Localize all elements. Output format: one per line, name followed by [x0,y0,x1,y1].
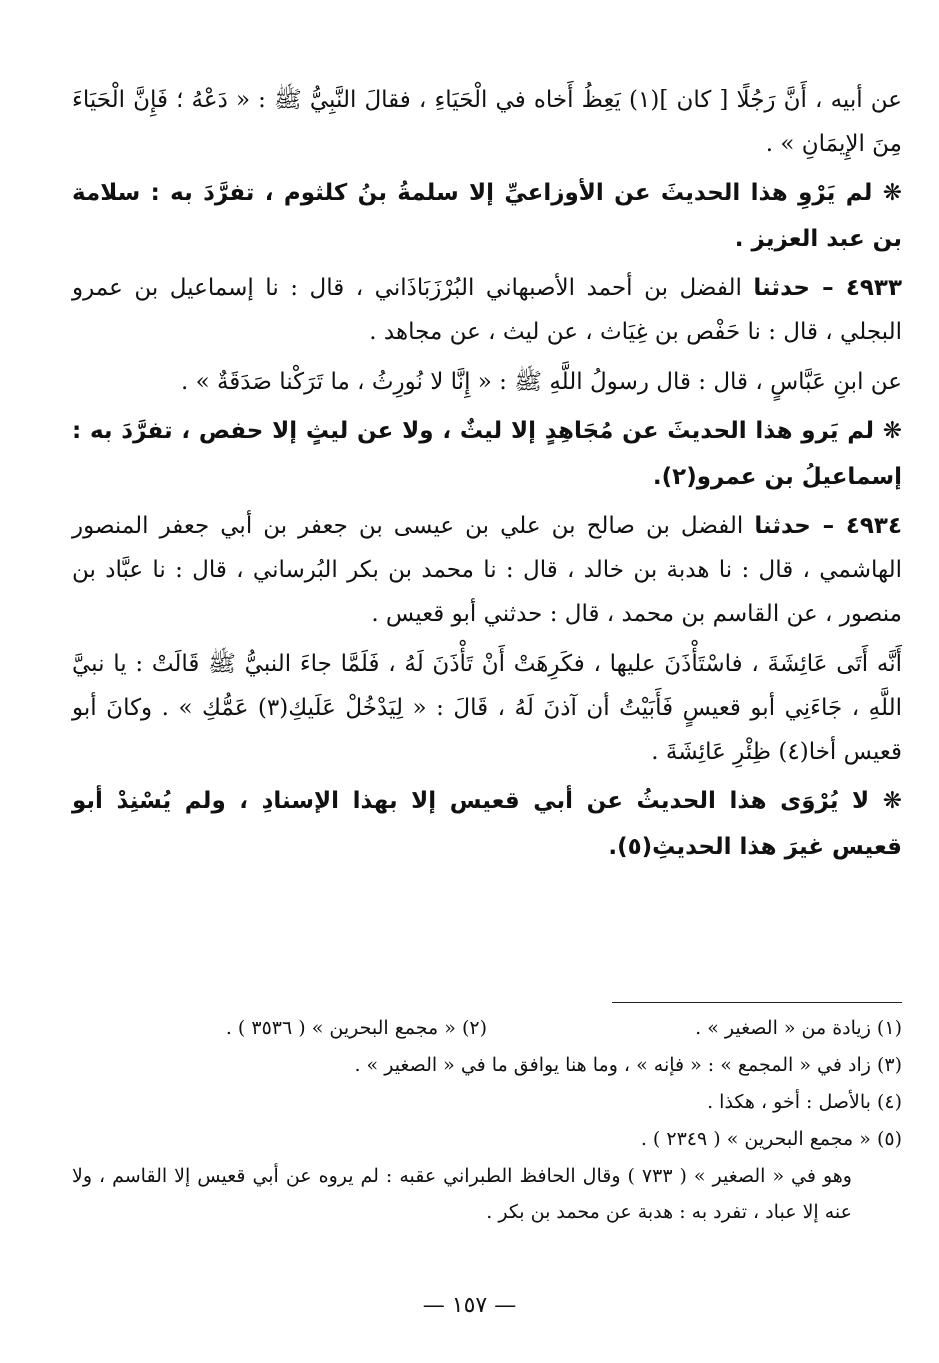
editorial-note: ❋ لا يُرْوَى هذا الحديثُ عن أبي قعيس إلا بهذا الإسنادِ ، ولم يُسْنِدْ أبو قعيس غيرَ هذا الحديثِ(٥). [72,788,902,860]
editorial-note: ❋ لم يَرْوِ هذا الحديثَ عن الأوزاعيِّ إلا سلمةُ بنُ كلثوم ، تفرَّدَ به : سلامة بن عبد العزيز . [72,180,902,252]
hadith-number: ٤٩٣٣ – حدثنا [753,275,902,301]
footnote-row [72,1010,902,1047]
footnote-4: (٤) بالأصل : أخو ، هكذا . [707,1091,902,1113]
footnote-1: (١) زيادة من « الصغير » . [695,1017,902,1039]
editorial-note: ❋ لم يَرو هذا الحديثَ عن مُجَاهِدٍ إلا ليثٌ ، ولا عن ليثٍ إلا حفص ، تفرَّدَ به : إسماعيلُ بن عمرو(٢). [72,418,902,490]
footnotes [72,1010,902,1230]
hadith-text: عن ابنِ عَبَّاسٍ ، قال : قال رسولُ اللَّهِ ﷺ : « إِنَّا لا نُورِثُ ، ما تَرَكْنا صَدَقَةٌ » . [180,369,902,395]
footnote-3: (٣) زاد في « المجمع » : « فإنه » ، وما هنا يوافق ما في « الصغير » . [354,1054,902,1076]
hadith-chain-4933 [72,266,902,354]
main-text [72,78,902,874]
page-number: — ١٥٧ — [422,1293,517,1318]
chain-text: الفضل بن صالح بن علي بن عيسى بن جعفر بن أبي جعفر المنصور الهاشمي ، قال : نا هدبة بن خالد ، قال : نا محمد بن بكر البُرساني ، قال : نا عبَّاد بن منصور ، عن القاسم بن محمد ، قال : حدثني أبو قعيس . [72,513,902,627]
hadith-text: عن أبيه ، أَنَّ رَجُلًا [ كان ](١) يَعِظُ أَخاه في الْحَيَاءِ ، فقالَ النَّبِيُّ ﷺ : « دَعْهُ ؛ فَإِنَّ الْحَيَاءَ مِنَ الإِيمَانِ » . [72,87,902,157]
hadith-chain-4934 [72,504,902,636]
footnote-2: (٢) « مجمع البحرين » ( ٣٥٣٦ ) . [225,1017,487,1039]
footnote-5: (٥) « مجمع البحرين » ( ٢٣٤٩ ) . [640,1128,902,1150]
footnote-divider [612,1002,902,1003]
footnote-5-continuation: وهو في « الصغير » ( ٧٣٣ ) وقال الحافظ الطبراني عقبه : لم يروه عن أبي قعيس إلا القاسم ، ولا عنه إلا عباد ، تفرد به : هدبة عن محمد بن بكر . [72,1165,852,1223]
hadith-text: أَنَّه أَتَى عَائِشَةَ ، فاسْتَأْذَنَ عليها ، فكَرِهَتْ أَنْ تَأْذَنَ لَهُ ، فَلَمَّا جاءَ النبيُّ ﷺ قَالَتْ : يا نبيَّ اللَّهِ ، جَاءَنِي أبو قعيسٍ فَأَبَيْتُ أن آذنَ لَهُ ، قَالَ : « لِيَدْخُلْ عَلَيكِ(٣) عَمُّكِ » . وكانَ أبو قعيس أخا(٤) ظِئْرِ عَائِشَةَ . [72,651,902,765]
chain-text: الفضل بن أحمد الأصبهاني البُرْزَبَاذَاني ، قال : نا إسماعيل بن عمرو البجلي ، قال : نا حَفْص بن غِيَاث ، عن ليث ، عن مجاهد . [72,275,902,345]
hadith-number: ٤٩٣٤ – حدثنا [754,513,902,539]
